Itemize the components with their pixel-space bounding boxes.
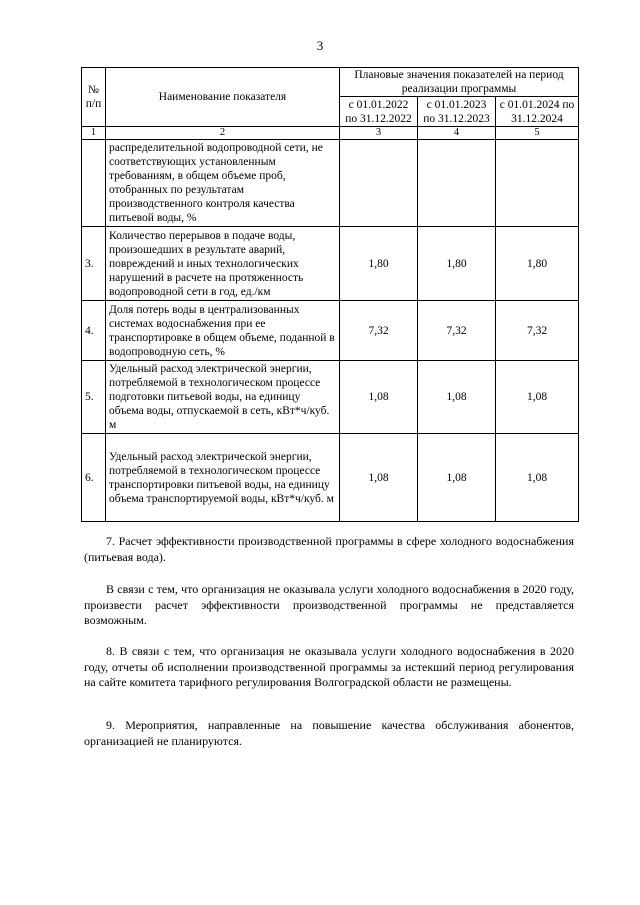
value-2024: 1,80 [496, 227, 579, 301]
header-period-2024: с 01.01.2024 по 31.12.2024 [496, 97, 579, 127]
indicators-table [81, 67, 579, 522]
header-planned-values: Плановые значения показателей на период реализации программы [340, 68, 579, 97]
column-number: 2 [106, 127, 340, 140]
header-period-2022: с 01.01.2022 по 31.12.2022 [340, 97, 418, 127]
value-2024 [496, 140, 579, 227]
table-row [82, 361, 579, 434]
value-2023 [418, 140, 496, 227]
row-number: 6. [82, 434, 106, 522]
header-name: Наименование показателя [106, 68, 340, 127]
header-period-2023: с 01.01.2023 по 31.12.2023 [418, 97, 496, 127]
value-2022: 7,32 [340, 301, 418, 361]
value-2022: 1,08 [340, 434, 418, 522]
indicator-name: Количество перерывов в подаче воды, произошедших в результате аварий, повреждений и иных технологических нарушений в расчете на протяженность водопроводной сети в год, ед./км [106, 227, 340, 301]
indicator-name: Удельный расход электрической энергии, потребляемой в технологическом процессе транспортировки питьевой воды, на единицу объема транспортируемой воды, кВт*ч/куб. м [106, 434, 340, 522]
header-no: № п/п [82, 68, 106, 127]
paragraph-text: 8. В связи с тем, что организация не оказывала услуги холодного водоснабжения в 2020 году, отчеты об исполнении производственной программы за истекший период регулирования на сайте комитета тарифного регулирования Волгоградской области не размещены. [84, 644, 574, 689]
column-numbers-row [82, 127, 579, 140]
row-number [82, 140, 106, 227]
paragraph-measures-not-planned [84, 718, 574, 749]
column-number: 1 [82, 127, 106, 140]
indicator-name: Доля потерь воды в централизованных системах водоснабжения при ее транспортировке в общем объеме, поданной в водопроводную сеть, % [106, 301, 340, 361]
value-2024: 7,32 [496, 301, 579, 361]
paragraph-efficiency-not-possible [84, 582, 574, 629]
paragraph-reports-not-published [84, 644, 574, 691]
paragraph-text: В связи с тем, что организация не оказывала услуги холодного водоснабжения в 2020 году, произвести расчет эффективности производственной программы не представляется возможным. [84, 582, 574, 627]
table-row [82, 301, 579, 361]
row-number: 5. [82, 361, 106, 434]
paragraph-text: 9. Мероприятия, направленные на повышение качества обслуживания абонентов, организацией не планируются. [84, 718, 574, 748]
table-row [82, 227, 579, 301]
value-2024: 1,08 [496, 434, 579, 522]
indicator-name: Удельный расход электрической энергии, потребляемой в технологическом процессе подготовки питьевой воды, на единицу объема воды, отпускаемой в сеть, кВт*ч/куб. м [106, 361, 340, 434]
value-2024: 1,08 [496, 361, 579, 434]
value-2023: 1,08 [418, 361, 496, 434]
value-2023: 1,08 [418, 434, 496, 522]
value-2023: 1,80 [418, 227, 496, 301]
paragraph-efficiency-calculation [84, 534, 574, 565]
page-number: 3 [316, 38, 324, 53]
value-2023: 7,32 [418, 301, 496, 361]
indicator-name: распределительной водопроводной сети, не соответствующих установленным требованиям, в общем объеме проб, отобранных по результатам производственного контроля качества питьевой воды, % [106, 140, 340, 227]
value-2022: 1,08 [340, 361, 418, 434]
row-number: 3. [82, 227, 106, 301]
row-number: 4. [82, 301, 106, 361]
column-number: 3 [340, 127, 418, 140]
paragraph-text: 7. Расчет эффективности производственной программы в сфере холодного водоснабжения (питьевая вода). [84, 534, 574, 564]
column-number: 4 [418, 127, 496, 140]
table-row [82, 434, 579, 522]
value-2022 [340, 140, 418, 227]
value-2022: 1,80 [340, 227, 418, 301]
column-number: 5 [496, 127, 579, 140]
table-row [82, 140, 579, 227]
